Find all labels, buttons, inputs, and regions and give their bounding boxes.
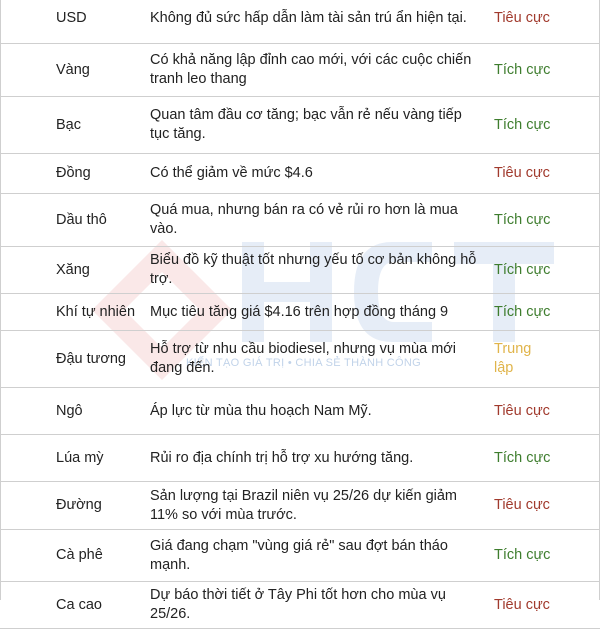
asset-name: USD xyxy=(56,10,87,26)
table-row xyxy=(0,435,600,482)
outlook-text: Hỗ trợ từ nhu cầu biodiesel, nhưng vụ mùa mới đang đến. xyxy=(150,341,457,376)
sentiment-label: Tích cực xyxy=(494,449,551,466)
asset-name: Dầu thô xyxy=(56,211,107,228)
watermark-tagline: KIẾN TẠO GIÁ TRỊ • CHIA SẺ THÀNH CÔNG xyxy=(186,357,421,369)
sentiment-label: Tích cực xyxy=(494,547,551,563)
outlook-text: Biểu đồ kỹ thuật tốt nhưng yếu tố cơ bản không hỗ trợ. xyxy=(150,252,477,287)
outlook-text: Rủi ro địa chính trị hỗ trợ xu hướng tăng. xyxy=(150,449,414,466)
sentiment-label: Tích cực xyxy=(494,211,551,228)
asset-name: Ca cao xyxy=(56,596,102,613)
sentiment-label: Trung lập xyxy=(494,341,532,376)
outlook-text: Có khả năng lập đỉnh cao mới, với các cuộc chiến tranh leo thang xyxy=(150,52,472,87)
asset-name: Đậu tương xyxy=(56,350,127,367)
asset-name: Đồng xyxy=(56,165,91,181)
sentiment-label: Tích cực xyxy=(494,116,551,133)
asset-name: Cà phê xyxy=(56,547,103,563)
asset-name: Lúa mỳ xyxy=(56,449,104,466)
sentiment-label: Tích cực xyxy=(494,261,551,278)
table-row xyxy=(0,294,600,331)
outlook-text: Giá đang chạm "vùng giá rẻ" sau đợt bán tháo mạnh. xyxy=(150,537,448,573)
sentiment-label: Tiêu cực xyxy=(494,497,550,513)
sentiment-label: Tích cực xyxy=(494,303,551,320)
sentiment-label: Tích cực xyxy=(494,61,551,78)
outlook-text: Mục tiêu tăng giá $4.16 trên hợp đồng tháng 9 xyxy=(150,303,449,320)
table-row xyxy=(0,0,600,44)
sentiment-label: Tiêu cực xyxy=(494,10,550,26)
table-row xyxy=(0,331,600,388)
table-row xyxy=(0,530,600,582)
outlook-text: Quá mua, nhưng bán ra có vẻ rủi ro hơn là mua vào. xyxy=(150,202,458,237)
table-row xyxy=(0,388,600,435)
outlook-text: Có thể giảm về mức $4.6 xyxy=(150,165,313,181)
table-row xyxy=(0,482,600,530)
asset-name: Khí tự nhiên xyxy=(56,303,136,320)
table-row xyxy=(0,247,600,294)
table-row xyxy=(0,582,600,629)
asset-name: Xăng xyxy=(56,261,90,278)
outlook-text: Áp lực từ mùa thu hoạch Nam Mỹ. xyxy=(150,402,372,419)
outlook-text: Dự báo thời tiết ở Tây Phi tốt hơn cho mùa vụ 25/26. xyxy=(150,587,446,622)
table-row xyxy=(0,44,600,97)
sentiment-label: Tiêu cực xyxy=(494,402,550,419)
outlook-text: Sản lượng tại Brazil niên vụ 25/26 dự kiến giảm 11% so với mùa trước. xyxy=(150,487,458,523)
asset-name: Ngô xyxy=(56,402,83,419)
sentiment-label: Tiêu cực xyxy=(494,596,550,613)
outlook-text: Quan tâm đầu cơ tăng; bạc vẫn rẻ nếu vàng tiếp tục tăng. xyxy=(150,107,462,142)
outlook-text: Không đủ sức hấp dẫn làm tài sản trú ẩn hiện tại. xyxy=(150,10,467,26)
asset-name: Đường xyxy=(56,497,102,513)
sentiment-label: Tiêu cực xyxy=(494,165,550,181)
table-row xyxy=(0,154,600,194)
table-row xyxy=(0,97,600,154)
asset-name: Bạc xyxy=(56,116,81,133)
table-row xyxy=(0,194,600,247)
asset-name: Vàng xyxy=(56,61,90,78)
